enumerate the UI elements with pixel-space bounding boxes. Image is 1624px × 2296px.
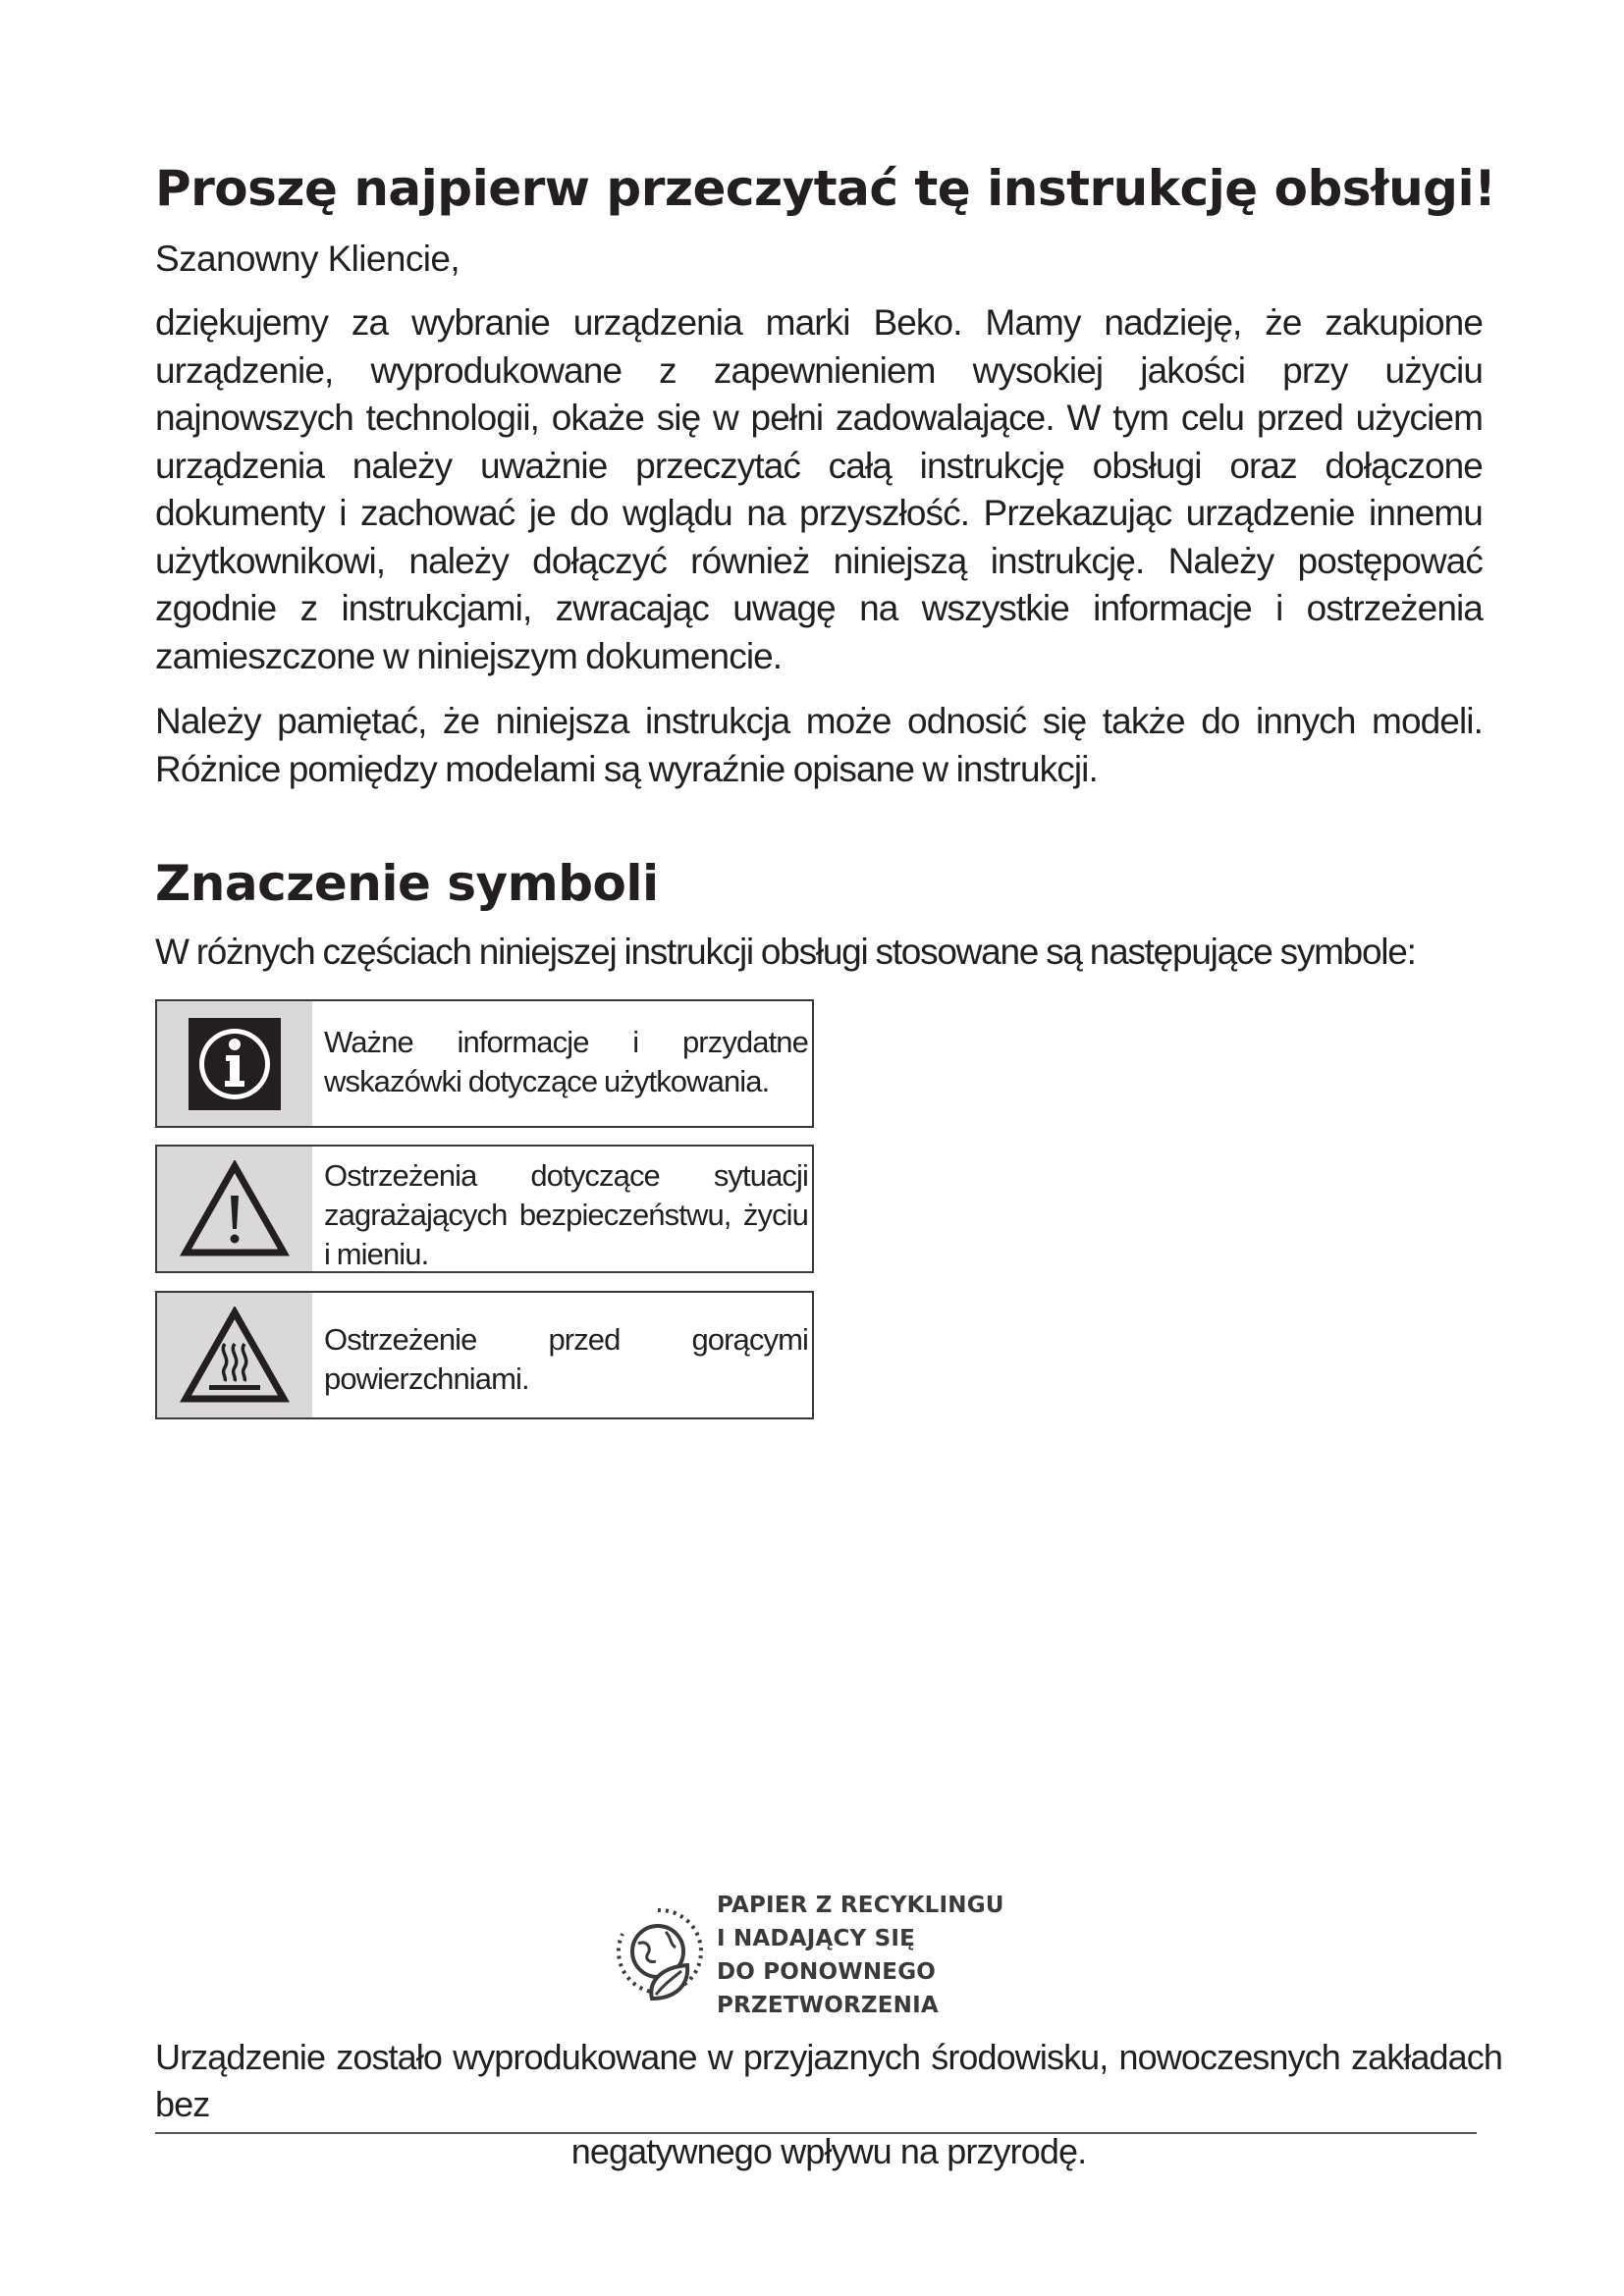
intro-paragraph-2: Należy pamiętać, że niniejsza instrukcja może odnosić się także do innych modeli. Różnice pomiędzy modelami są wyraźnie opisane w instrukcji.: [155, 701, 1483, 789]
footer-line-2: negatywnego wpływu na przyrodę.: [570, 2131, 1087, 2171]
symbol-row-warning: [155, 1145, 814, 1273]
hot-surface-icon: [180, 1307, 290, 1405]
recycled-paper-icon: [609, 1900, 707, 2010]
recycled-paper-label: [717, 1889, 1004, 2022]
recycled-paper-line: PRZETWORZENIA: [717, 1993, 939, 2018]
intro-paragraph-1: dziękujemy za wybranie urządzenia marki Beko. Mamy nadzieję, że zakupione urządzenie, wyprodukowane z zapewnieniem wysokiej jakości przy użyciu najnowszych technologii, okaże się w pełni zadowalające. W tym celu przed użyciem urządzenia należy uważnie przeczytać całą instrukcję obsługi oraz dołączone dokumenty i zachować je do wglądu na przyszłość. Przekazując urządzenie innemu użytkownikowi, należy dołączyć również niniejszą instrukcję. Należy postępować zgodnie z instrukcjami, zwracając uwagę na wszystkie informacje i ostrzeżenia zamieszczone w niniejszym dokumencie.: [155, 302, 1483, 676]
symbol-description: Ostrzeżenia dotyczące sytuacji zagrażających bezpieczeństwu, życiu i mieniu.: [324, 1158, 808, 1271]
symbol-row-hot-surface: [155, 1291, 814, 1419]
page-title: Proszę najpierw przeczytać tę instrukcję obsługi!: [155, 160, 1496, 217]
symbols-section-title: Znaczenie symboli: [155, 855, 659, 912]
footer-line-1: Urządzenie zostało wyprodukowane w przyjaznych środowisku, nowoczesnych zakładach bez: [155, 2037, 1502, 2124]
symbol-icon-cell: [157, 1001, 312, 1126]
symbol-row-info: [155, 999, 814, 1128]
symbol-description: Ważne informacje i przydatne wskazówki dotyczące użytkowania.: [324, 1025, 808, 1098]
symbol-description: Ostrzeżenie przed gorącymi powierzchniami.: [324, 1322, 808, 1396]
greeting: Szanowny Kliencie,: [155, 239, 460, 279]
recycled-paper-line: I NADAJĄCY SIĘ: [717, 1926, 916, 1951]
symbol-icon-cell: [157, 1293, 312, 1417]
recycled-paper-badge: [609, 1889, 1004, 2022]
recycled-paper-line: PAPIER Z RECYKLINGU: [717, 1893, 1004, 1918]
symbol-icon-cell: [157, 1147, 312, 1271]
info-icon: [189, 1018, 281, 1110]
footer-note: [155, 2034, 1502, 2175]
footer-divider: [155, 2132, 1477, 2134]
symbols-section-intro: W różnych częściach niniejszej instrukcji obsługi stosowane są następujące symbole:: [155, 932, 1416, 972]
recycled-paper-line: DO PONOWNEGO: [717, 1959, 937, 1985]
warning-icon: [180, 1160, 290, 1258]
